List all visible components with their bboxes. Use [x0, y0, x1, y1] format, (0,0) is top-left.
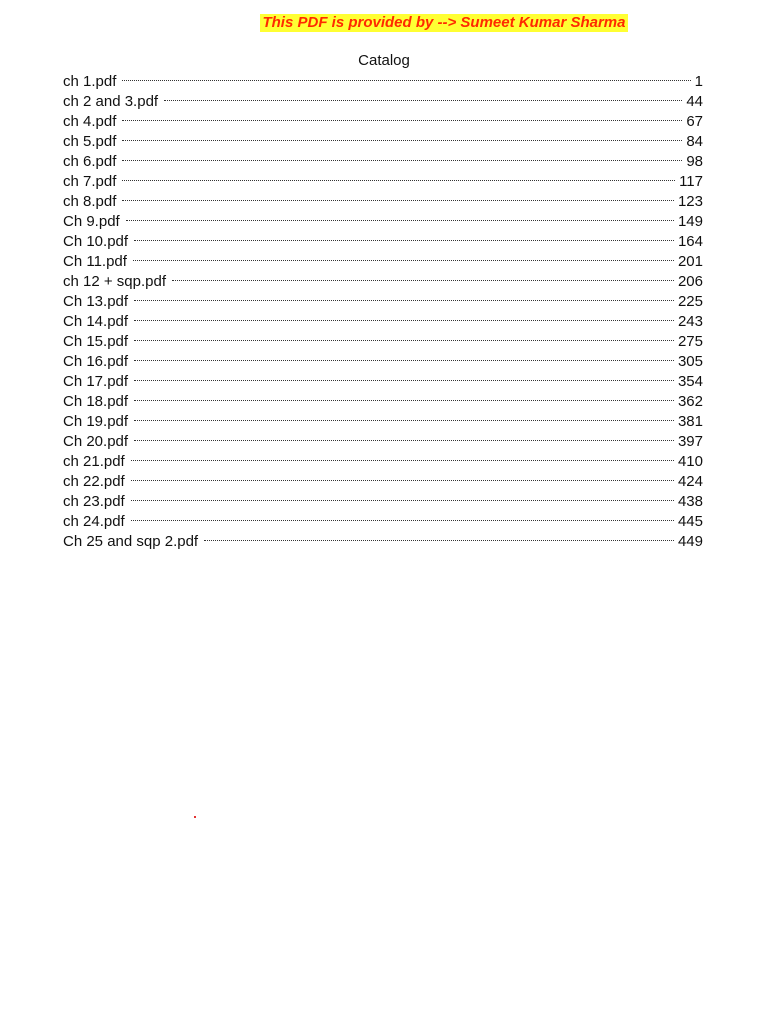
catalog-entry[interactable]: [63, 372, 703, 392]
catalog-entry[interactable]: [63, 252, 703, 272]
catalog-entry[interactable]: [63, 532, 703, 552]
dot-leader: [172, 280, 674, 281]
catalog-entry[interactable]: [63, 272, 703, 292]
catalog-entry-page: 1: [694, 73, 703, 90]
dot-leader: [131, 460, 674, 461]
provider-banner-text: This PDF is provided by --> Sumeet Kumar Sharma: [262, 14, 626, 31]
catalog-entry[interactable]: [63, 352, 703, 372]
catalog-entry-label: Ch 20.pdf: [63, 433, 129, 450]
catalog-entry-page: 206: [677, 273, 703, 290]
catalog-entry-page: 275: [677, 333, 703, 350]
dot-leader: [134, 360, 674, 361]
catalog-entry-label: ch 12 + sqp.pdf: [63, 273, 166, 290]
catalog-entry-page: 164: [677, 233, 703, 250]
dot-leader: [131, 520, 674, 521]
dot-leader: [131, 480, 674, 481]
dot-leader: [122, 160, 682, 161]
catalog-entry-label: ch 21.pdf: [63, 453, 125, 470]
dot-leader: [134, 440, 674, 441]
catalog-entry-page: 438: [677, 493, 703, 510]
catalog-entry-page: 424: [677, 473, 703, 490]
catalog-entry-label: Ch 13.pdf: [63, 293, 129, 310]
catalog-entry-label: ch 24.pdf: [63, 513, 125, 530]
catalog-entry[interactable]: [63, 172, 703, 192]
dot-leader: [122, 180, 675, 181]
catalog-entry-label: ch 6.pdf: [63, 153, 117, 170]
catalog-entry[interactable]: [63, 112, 703, 132]
catalog-entry-label: Ch 15.pdf: [63, 333, 129, 350]
catalog-entry-page: 381: [677, 413, 703, 430]
catalog-entry-label: ch 8.pdf: [63, 193, 117, 210]
catalog-entry-label: ch 7.pdf: [63, 173, 117, 190]
dot-leader: [164, 100, 682, 101]
catalog-entry-page: 305: [677, 353, 703, 370]
dot-leader: [126, 220, 674, 221]
dot-leader: [204, 540, 674, 541]
catalog-entry[interactable]: [63, 312, 703, 332]
catalog-entry[interactable]: [63, 412, 703, 432]
catalog-entry[interactable]: [63, 72, 703, 92]
catalog-entry[interactable]: [63, 492, 703, 512]
catalog-entry[interactable]: [63, 292, 703, 312]
catalog-entry-page: 98: [686, 153, 703, 170]
catalog-entry-page: 117: [679, 173, 703, 190]
dot-leader: [134, 240, 674, 241]
catalog-entry-page: 362: [677, 393, 703, 410]
catalog-entry-label: Ch 11.pdf: [63, 253, 127, 270]
catalog-entry-page: 149: [677, 213, 703, 230]
catalog-entry-page: 84: [686, 133, 703, 150]
dot-leader: [134, 300, 674, 301]
dot-leader: [134, 420, 674, 421]
catalog-entry[interactable]: [63, 152, 703, 172]
catalog-entry[interactable]: [63, 332, 703, 352]
catalog-entry[interactable]: [63, 472, 703, 492]
catalog-entry-page: 397: [677, 433, 703, 450]
catalog-entry[interactable]: [63, 92, 703, 112]
catalog-entry[interactable]: [63, 392, 703, 412]
catalog-entry-label: Ch 18.pdf: [63, 393, 129, 410]
catalog-entry-label: ch 23.pdf: [63, 493, 125, 510]
catalog-entry-page: 201: [677, 253, 703, 270]
catalog-entry-label: Ch 19.pdf: [63, 413, 129, 430]
catalog-entry[interactable]: [63, 232, 703, 252]
dot-leader: [122, 120, 682, 121]
dot-leader: [122, 200, 674, 201]
catalog-entry-page: 123: [677, 193, 703, 210]
catalog-entry[interactable]: [63, 452, 703, 472]
catalog-entry-page: 445: [677, 513, 703, 530]
dot-leader: [131, 500, 674, 501]
catalog-entry-page: 410: [677, 453, 703, 470]
catalog-entry-label: Ch 10.pdf: [63, 233, 129, 250]
dot-leader: [134, 380, 674, 381]
catalog-entry[interactable]: [63, 192, 703, 212]
provider-banner: [0, 14, 768, 32]
catalog-entry[interactable]: [63, 132, 703, 152]
catalog-entry[interactable]: [63, 512, 703, 532]
catalog-entry-label: Ch 17.pdf: [63, 373, 129, 390]
catalog-entry[interactable]: [63, 212, 703, 232]
dot-leader: [122, 80, 690, 81]
stray-mark: [194, 816, 196, 818]
catalog-entry-label: ch 4.pdf: [63, 113, 117, 130]
catalog-entry-label: ch 22.pdf: [63, 473, 125, 490]
dot-leader: [133, 260, 674, 261]
catalog-entry-page: 67: [686, 113, 703, 130]
catalog-entry-label: Ch 25 and sqp 2.pdf: [63, 533, 199, 550]
catalog-entry-label: Ch 16.pdf: [63, 353, 129, 370]
catalog-entry-page: 243: [677, 313, 703, 330]
catalog-entry-label: Ch 9.pdf: [63, 213, 120, 230]
catalog-entry-page: 44: [686, 93, 703, 110]
catalog-entry-label: Ch 14.pdf: [63, 313, 129, 330]
catalog-entry-page: 449: [677, 533, 703, 550]
dot-leader: [134, 320, 674, 321]
catalog-title: Catalog: [358, 52, 410, 69]
dot-leader: [134, 340, 674, 341]
catalog-entry[interactable]: [63, 432, 703, 452]
catalog-entry-label: ch 2 and 3.pdf: [63, 93, 159, 110]
catalog-entry-label: ch 1.pdf: [63, 73, 117, 90]
catalog-entry-page: 354: [677, 373, 703, 390]
catalog-entry-label: ch 5.pdf: [63, 133, 117, 150]
dot-leader: [134, 400, 674, 401]
catalog-entry-page: 225: [677, 293, 703, 310]
dot-leader: [122, 140, 682, 141]
catalog-list: [63, 72, 703, 552]
